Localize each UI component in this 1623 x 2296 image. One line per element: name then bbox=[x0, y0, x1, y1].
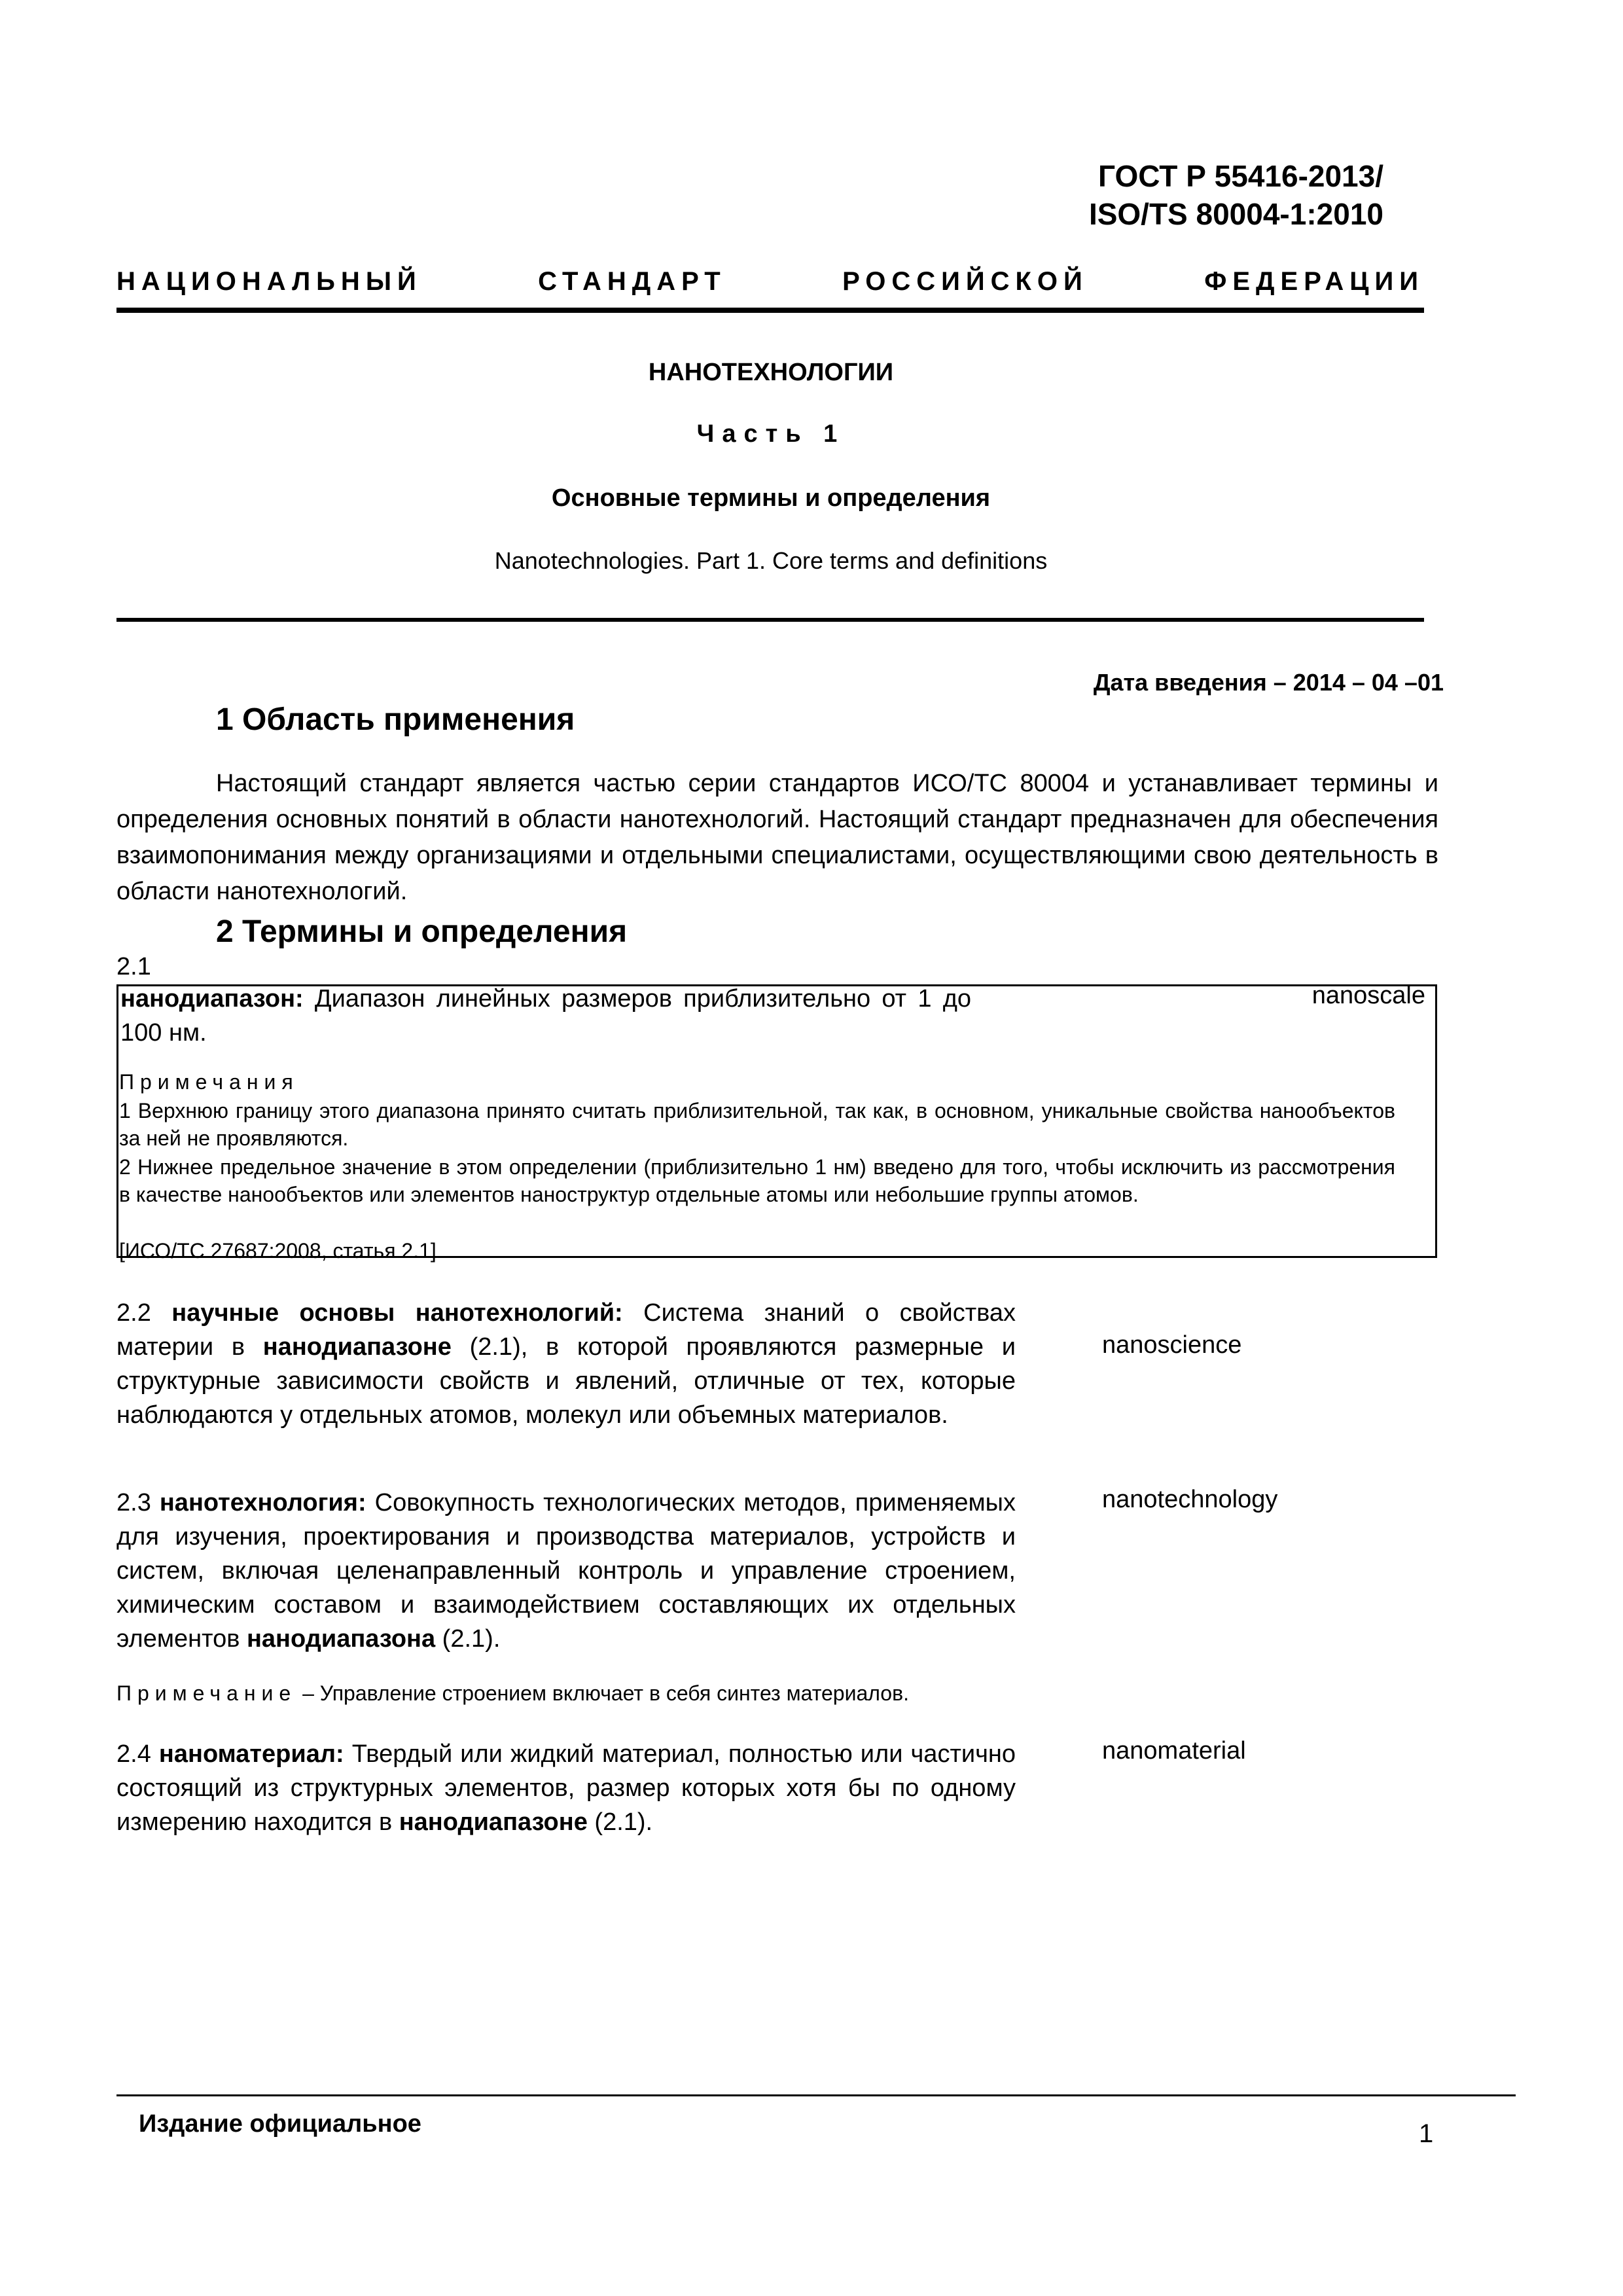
notes-title: Примечания bbox=[119, 1070, 299, 1094]
doc-title: НАНОТЕХНОЛОГИИ bbox=[648, 359, 894, 386]
section-1-text: Настоящий стандарт является частью серии стандартов ИСО/ТС 80004 и устанавливает термины и определения основных понятий в области нанотехнологий. Настоящий стандарт предназначен для обеспечения взаимопонимания между организациями и отдельными специалистами, осуществляющими свою деятельность в области нанотехнологий. bbox=[116, 770, 1438, 905]
footer-rule bbox=[116, 2094, 1516, 2096]
page-number: 1 bbox=[1419, 2119, 1434, 2148]
note-label: Примечание bbox=[116, 1681, 297, 1705]
term-reference: нанодиапазона bbox=[246, 1625, 436, 1653]
term-2-4 bbox=[116, 1737, 1016, 1839]
term-definition: Твердый или жидкий материал, полностью или частично состоящий из структурных элементов, размер которых хотя бы по одному измерению находится в bbox=[116, 1740, 1016, 1836]
term-2-2 bbox=[116, 1296, 1016, 1432]
section-1-heading: 1 Область применения bbox=[216, 702, 575, 737]
iso-number: ISO/TS 80004-1:2010 bbox=[1088, 197, 1383, 231]
official-edition-label: Издание официальное bbox=[139, 2110, 421, 2138]
term-2-3-note bbox=[116, 1679, 1393, 1707]
term-name: нанотехнология: bbox=[159, 1489, 366, 1516]
term-2-3 bbox=[116, 1486, 1016, 1656]
term-2-1-definition bbox=[116, 982, 971, 1050]
banner-word: СТАНДАРТ bbox=[538, 267, 726, 296]
banner-word: РОССИЙСКОЙ bbox=[842, 267, 1088, 296]
term-2-3-english: nanotechnology bbox=[1102, 1486, 1278, 1513]
term-name: наноматериал: bbox=[158, 1740, 344, 1768]
banner-word: ФЕДЕРАЦИИ bbox=[1204, 267, 1424, 296]
term-definition: (2.1). bbox=[435, 1625, 501, 1653]
term-number: 2.2 bbox=[116, 1299, 172, 1327]
term-2-1-english: nanoscale bbox=[1311, 982, 1425, 1009]
header-rule bbox=[116, 308, 1424, 313]
gost-number: ГОСТ Р 55416-2013/ bbox=[1097, 159, 1383, 193]
note-2: 2 Нижнее предельное значение в этом определении (приблизительно 1 нм) введено для того, чтобы исключить из рассмотрения в качестве нанообъектов или элементов наноструктур отдельные атомы или небольшие группы атомов. bbox=[119, 1155, 1395, 1206]
national-standard-banner bbox=[116, 267, 1424, 296]
introduction-date: Дата введения – 2014 – 04 –01 bbox=[1093, 669, 1444, 696]
title-rule bbox=[116, 618, 1424, 622]
section-2-heading: 2 Термины и определения bbox=[216, 914, 628, 949]
term-number: 2.4 bbox=[116, 1740, 159, 1768]
term-name: нанодиапазон: bbox=[120, 985, 304, 1013]
banner-word: НАЦИОНАЛЬНЫЙ bbox=[116, 267, 422, 296]
doc-subtitle: Основные термины и определения bbox=[551, 484, 991, 512]
term-2-4-english: nanomaterial bbox=[1102, 1737, 1246, 1765]
note-source: [ИСО/ТС 27687:2008, статья 2.1] bbox=[119, 1239, 437, 1263]
doc-part: Часть 1 bbox=[696, 420, 846, 448]
term-definition: (2.1). bbox=[587, 1808, 653, 1836]
term-definition: Система знаний о свойствах материи в bbox=[116, 1299, 1016, 1361]
term-reference: нанодиапазоне bbox=[399, 1808, 588, 1836]
gost-designation bbox=[1089, 157, 1383, 233]
term-definition: Совокупность технологических методов, применяемых для изучения, проектирования и производства материалов, устройств и систем, включая целенаправленный контроль и управление строением, химическим составом и взаимодействием составляющих их отдельных элементов bbox=[116, 1489, 1016, 1653]
term-definition: Диапазон линейных размеров приблизительно от 1 до 100 нм. bbox=[120, 985, 971, 1047]
term-2-1-number: 2.1 bbox=[116, 953, 151, 980]
term-number: 2.3 bbox=[116, 1489, 160, 1516]
note-1: 1 Верхнюю границу этого диапазона принято считать приблизительной, так как, в основном, уникальные свойства нанообъектов за ней не проявляются. bbox=[119, 1099, 1395, 1150]
term-name: научные основы нанотехнологий: bbox=[171, 1299, 623, 1327]
term-reference: нанодиапазоне bbox=[262, 1333, 452, 1361]
note-text: – Управление строением включает в себя синтез материалов. bbox=[296, 1681, 909, 1705]
term-2-2-english: nanoscience bbox=[1102, 1331, 1242, 1359]
doc-english-title: Nanotechnologies. Part 1. Core terms and definitions bbox=[494, 547, 1048, 574]
term-definition: (2.1), в которой проявляются размерные и структурные зависимости свойств и явлений, отличные от тех, которые наблюдаются у отдельных атомов, молекул или объемных материалов. bbox=[116, 1333, 1016, 1429]
